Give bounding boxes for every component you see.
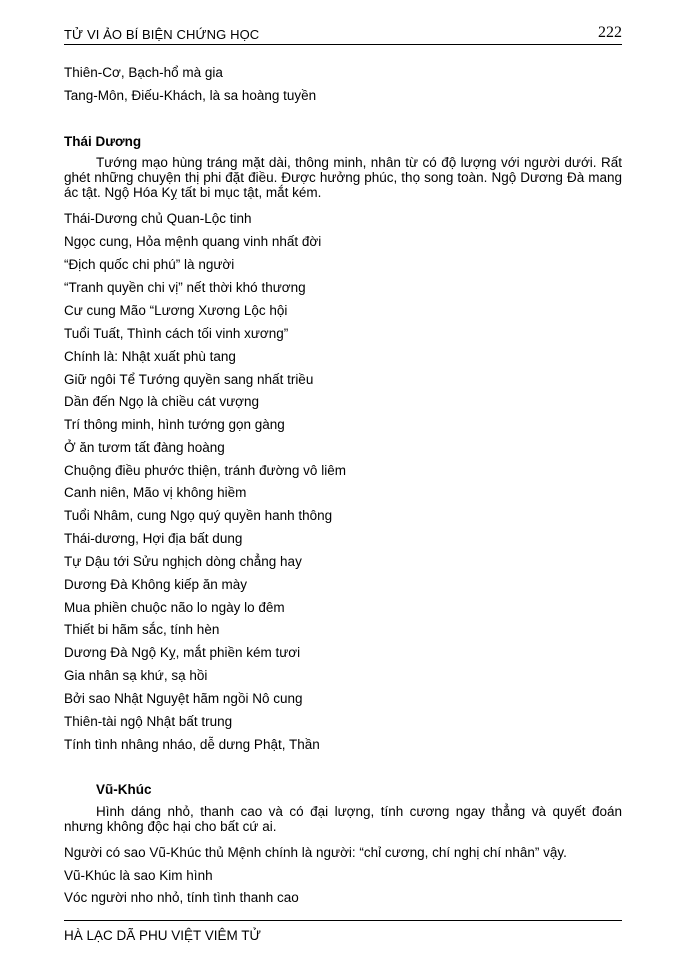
page-footer xyxy=(64,920,622,943)
verse-line: Thiên-tài ngộ Nhật bất trung xyxy=(64,714,233,729)
verse-line: Tuổi Tuất, Thình cách tối vinh xương” xyxy=(64,326,289,341)
text-line: Vũ-Khúc là sao Kim hình xyxy=(64,868,213,883)
verse-line: Trí thông minh, hình tướng gọn gàng xyxy=(64,417,285,432)
text-line: Vóc người nho nhỏ, tính tình thanh cao xyxy=(64,890,299,905)
verse-line: Canh niên, Mão vị không hiềm xyxy=(64,485,247,500)
book-title: TỬ VI ẢO BÍ BIỆN CHỨNG HỌC xyxy=(64,27,260,42)
section-heading-vu-khuc: Vũ-Khúc xyxy=(96,782,152,797)
section-paragraph-thai-duong xyxy=(64,155,622,200)
author-name: HÀ LẠC DÃ PHU VIỆT VIÊM TỬ xyxy=(64,928,262,943)
verse-line: Tự Dậu tới Sửu nghịch dòng chẳng hay xyxy=(64,554,302,569)
verse-line: Mua phiền chuộc não lo ngày lo đêm xyxy=(64,600,285,615)
verse-line: Thái-Dương chủ Quan-Lộc tinh xyxy=(64,211,252,226)
verse-line: Thái-dương, Hợi địa bất dung xyxy=(64,531,243,546)
verse-line: Dần đến Ngọ là chiều cát vượng xyxy=(64,394,260,409)
verse-line: Chính là: Nhật xuất phù tang xyxy=(64,349,236,364)
page-header xyxy=(64,24,622,45)
paragraph-text: Hình dáng nhỏ, thanh cao và có đại lượng, tính cương ngay thẳng và quyết đoán nhưng không độc hại cho bất cứ ai. xyxy=(64,804,622,834)
verse-line: Tuổi Nhâm, cung Ngọ quý quyền hanh thông xyxy=(64,508,333,523)
verse-line: Bởi sao Nhật Nguyệt hãm ngồi Nô cung xyxy=(64,691,303,706)
page-number: 222 xyxy=(598,24,622,41)
intro-line: Tang-Môn, Điếu-Khách, là sa hoàng tuyền xyxy=(64,88,317,103)
verse-line: Dương Đà Không kiếp ăn mày xyxy=(64,577,247,592)
verse-line: “Địch quốc chi phú” là người xyxy=(64,257,235,272)
paragraph-text: Tướng mạo hùng tráng mặt dài, thông minh, nhân từ có độ lượng với người dưới. Rất ghét những chuyện thị phi đặt điều. Được hưởng phúc, thọ song toàn. Ngộ Dương Đà mang ác tật. Ngộ Hóa Kỵ tất bi mục tật, mắt kém. xyxy=(64,155,622,200)
verse-line: Ở ăn tươm tất đàng hoàng xyxy=(64,440,225,455)
verse-line: “Tranh quyền chi vị” nết thời khó thương xyxy=(64,280,306,295)
verse-line: Dương Đà Ngộ Kỵ, mắt phiền kém tươi xyxy=(64,645,301,660)
verse-line: Cư cung Mão “Lương Xương Lộc hội xyxy=(64,303,288,318)
verse-line: Ngọc cung, Hỏa mệnh quang vinh nhất đời xyxy=(64,234,322,249)
section-heading-thai-duong: Thái Dương xyxy=(64,134,142,149)
verse-line: Tính tình nhâng nháo, dễ dưng Phật, Thần xyxy=(64,737,320,752)
intro-line: Thiên-Cơ, Bạch-hổ mà gia xyxy=(64,65,223,80)
verse-line: Giữ ngôi Tể Tướng quyền sang nhất triều xyxy=(64,372,314,387)
verse-line: Chuộng điều phước thiện, tránh đường vô liêm xyxy=(64,463,346,478)
verse-line: Gia nhân sạ khứ, sạ hồi xyxy=(64,668,208,683)
verse-line: Thiết bi hãm sắc, tính hèn xyxy=(64,622,220,637)
section-paragraph-vu-khuc xyxy=(64,804,622,834)
text-line: Người có sao Vũ-Khúc thủ Mệnh chính là người: “chỉ cương, chí nghị chí nhân” vậy. xyxy=(64,845,567,860)
